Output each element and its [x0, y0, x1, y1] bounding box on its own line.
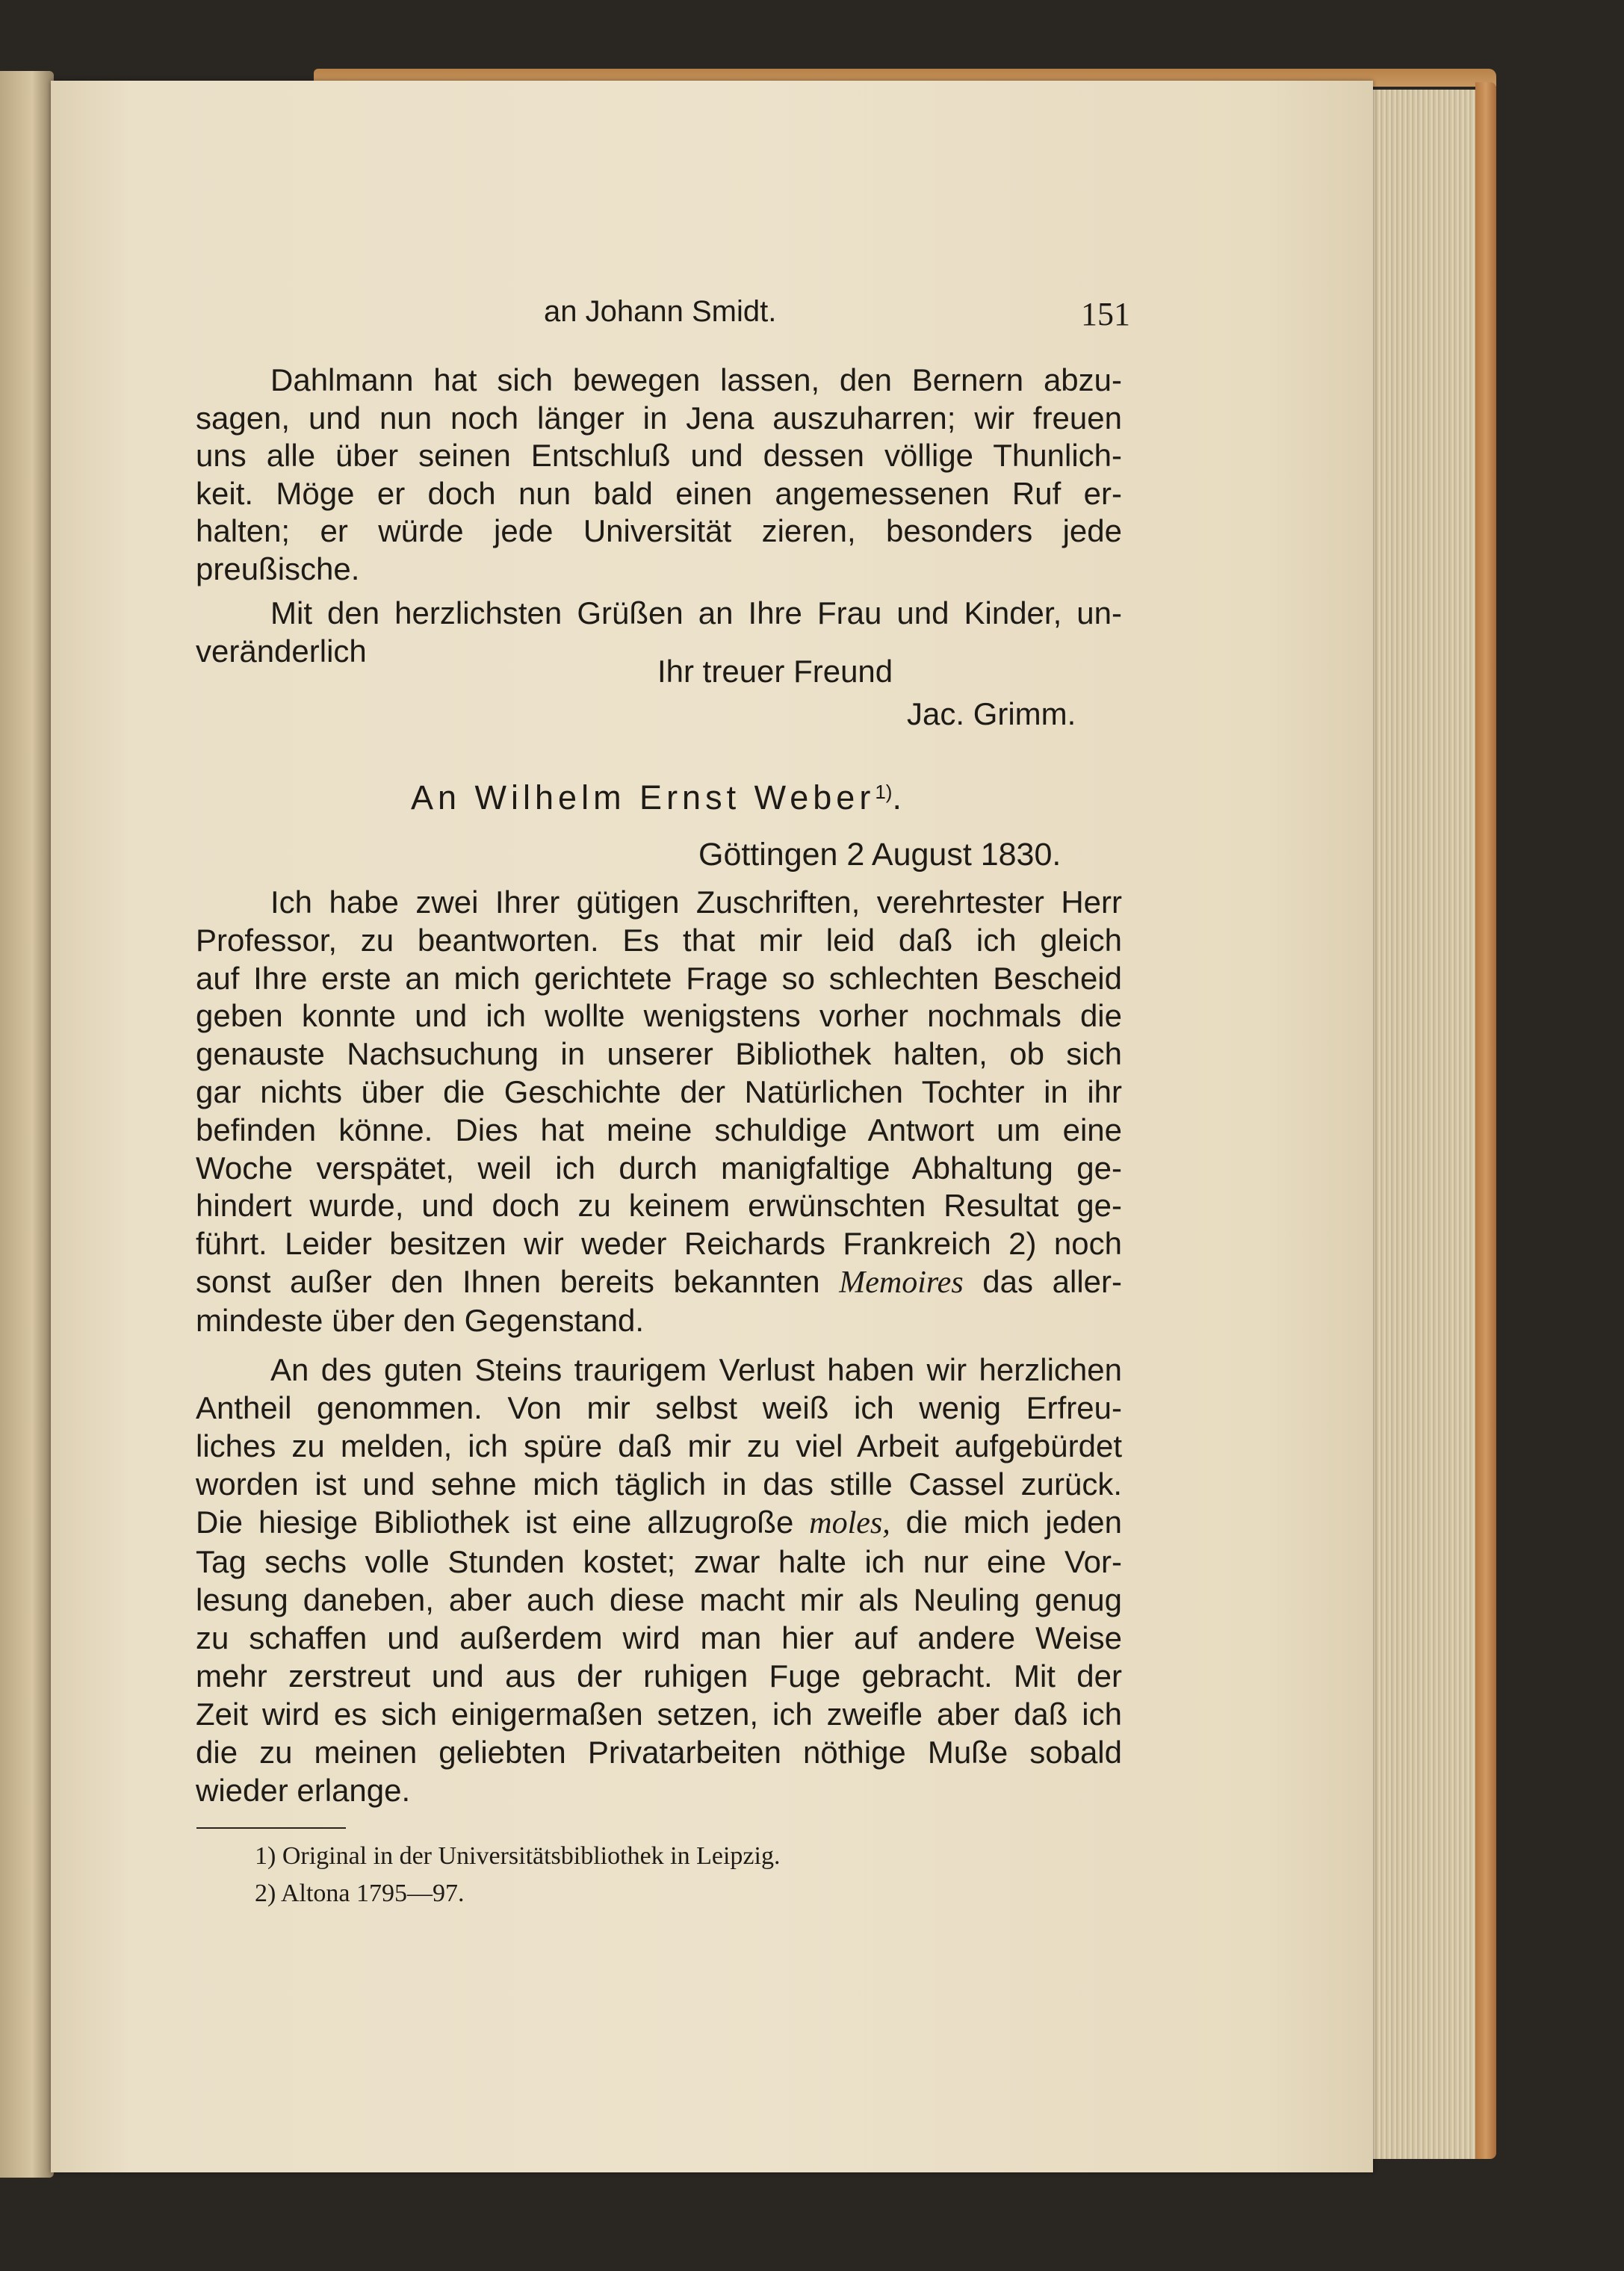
text-line: lesung daneben, aber auch diese macht mir als Neuling genug	[196, 1582, 1122, 1617]
text-line: führt. Leider besitzen wir weder Reichards Frankreich 2) noch	[196, 1226, 1122, 1262]
letter-title-text: An Wilhelm Ernst Weber	[411, 778, 875, 817]
text-line: befinden könne. Dies hat meine schuldige Antwort um eine	[196, 1112, 1122, 1147]
text-line: die zu meinen geliebten Privatarbeiten nöthige Muße sobald	[196, 1735, 1122, 1770]
place-date: Göttingen 2 August 1830.	[698, 837, 1062, 873]
text-line: veränderlich	[196, 633, 367, 669]
book-cover-right-edge	[1475, 82, 1496, 2159]
text-line: Tag sechs volle Stunden kostet; zwar halte ich nur eine Vor-	[196, 1544, 1122, 1579]
signature: Jac. Grimm.	[907, 696, 1076, 731]
text-segment: das aller-	[982, 1263, 1122, 1299]
text-line: halten; er würde jede Universität zieren, besonders jede	[196, 513, 1122, 548]
text-line: genauste Nachsuchung in unserer Bibliothek halten, ob sich	[196, 1036, 1122, 1072]
text-line: Mit den herzlichsten Grüßen an Ihre Frau und Kinder, un-	[270, 595, 1122, 631]
text-line: gar nichts über die Geschichte der Natürlichen Tochter in ihr	[196, 1073, 1122, 1109]
salutation: Ihr treuer Freund	[657, 654, 893, 689]
text-segment: Die hiesige Bibliothek ist eine allzugroße	[196, 1505, 794, 1540]
text-line: preußische.	[196, 551, 360, 586]
text-line: Dahlmann hat sich bewegen lassen, den Bernern abzu-	[270, 362, 1122, 397]
text-line: hindert wurde, und doch zu keinem erwünschten Resultat ge-	[196, 1188, 1122, 1224]
footnote-ref-1: 1)	[875, 781, 893, 803]
running-title: an Johann Smidt.	[544, 295, 777, 328]
text-line	[196, 1263, 1122, 1302]
text-line: An des guten Steins traurigem Verlust haben wir herzlichen	[270, 1352, 1122, 1387]
letter-title	[411, 778, 906, 817]
letter-title-end: .	[892, 778, 906, 817]
footnote-2: 2) Altona 1795—97.	[255, 1880, 465, 1907]
text-line: Antheil genommen. Von mir selbst weiß ich wenig Erfreu-	[196, 1390, 1122, 1425]
text-line: keit. Möge er doch nun bald einen angemessenen Ruf er-	[196, 475, 1122, 511]
previous-page-edge	[0, 71, 54, 2178]
text-segment: sonst außer den Ihnen bereits bekannten	[196, 1263, 820, 1299]
footnote-1: 1) Original in der Universitätsbibliothek in Leipzig.	[255, 1842, 781, 1870]
text-line: mehr zerstreut und aus der ruhigen Fuge gebracht. Mit der	[196, 1658, 1122, 1694]
page-number: 151	[1081, 296, 1130, 332]
text-line: Professor, zu beantworten. Es that mir leid daß ich gleich	[196, 922, 1122, 958]
text-line: wieder erlange.	[196, 1773, 411, 1808]
text-line: auf Ihre erste an mich gerichtete Frage so schlechten Bescheid	[196, 960, 1122, 996]
paragraph-3	[196, 884, 1122, 1340]
paragraph-1	[196, 362, 1122, 588]
text-line: worden ist und sehne mich täglich in das stille Cassel zurück.	[196, 1466, 1122, 1502]
text-line: Woche verspätet, weil ich durch manigfaltige Abhaltung ge-	[196, 1150, 1122, 1186]
text-line: Zeit wird es sich einigermaßen setzen, ich zweifle aber daß ich	[196, 1697, 1122, 1732]
italic-text: Memoires	[839, 1265, 964, 1300]
text-line: liches zu melden, ich spüre daß mir zu viel Arbeit aufgebürdet	[196, 1428, 1122, 1463]
text-line	[196, 1503, 1122, 1543]
text-line: geben konnte und ich wollte wenigstens vorher nochmals die	[196, 998, 1122, 1034]
text-line: mindeste über den Gegenstand.	[196, 1302, 645, 1338]
text-segment: die mich jeden	[905, 1505, 1122, 1540]
italic-text: moles,	[809, 1506, 890, 1540]
text-line: uns alle über seinen Entschluß und dessen völlige Thunlich-	[196, 438, 1122, 473]
text-line: Ich habe zwei Ihrer gütigen Zuschriften, verehrtester Herr	[270, 884, 1122, 920]
page-block-edge	[1367, 90, 1487, 2159]
footnote-rule	[196, 1827, 346, 1829]
text-line: zu schaffen und außerdem wird man hier auf andere Weise	[196, 1620, 1122, 1655]
text-line: sagen, und nun noch länger in Jena auszuharren; wir freuen	[196, 400, 1122, 436]
paragraph-4	[196, 1351, 1122, 1809]
